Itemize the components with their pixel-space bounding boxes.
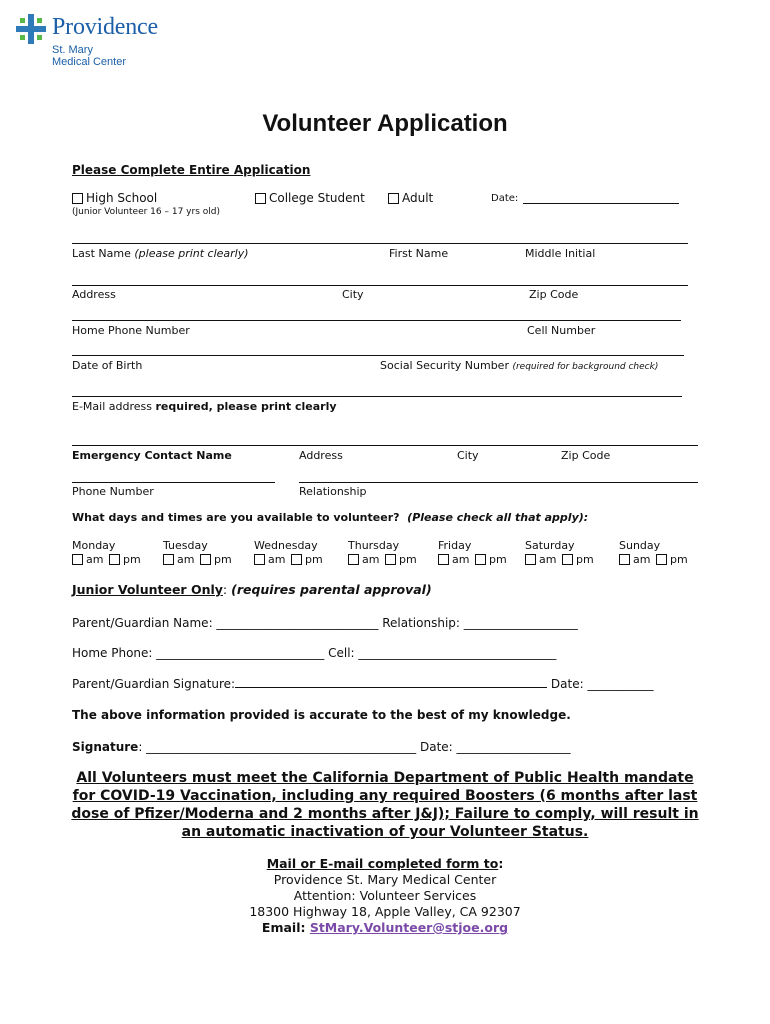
emergency-zip-label: Zip Code [561, 449, 611, 462]
pm-checkbox[interactable] [562, 554, 573, 565]
am-checkbox[interactable] [619, 554, 630, 565]
ssn-label: Social Security Number (required for background check) [380, 359, 659, 372]
zip-label: Zip Code [529, 288, 579, 301]
pm-label: pm [575, 553, 594, 566]
am-checkbox[interactable] [348, 554, 359, 565]
emergency-relationship-line[interactable] [299, 482, 698, 483]
page-title: Volunteer Application [262, 110, 508, 137]
pm-checkbox[interactable] [200, 554, 211, 565]
cell-label: Cell Number [527, 324, 596, 337]
day-tuesday [163, 539, 232, 566]
day-label: Friday [438, 539, 472, 552]
checkbox[interactable] [388, 193, 399, 204]
day-sunday [619, 539, 688, 566]
junior-home-phone-line[interactable]: Home Phone: ____________________________ Cell: _________________________________ [72, 646, 557, 660]
emergency-phone-label: Phone Number [72, 485, 154, 498]
email-link[interactable]: StMary.Volunteer@stjoe.org [309, 920, 509, 935]
logo-sub-2: Medical Center [52, 56, 126, 68]
pm-label: pm [398, 553, 417, 566]
home-phone-label: Home Phone Number [72, 324, 190, 337]
day-label: Tuesday [163, 539, 208, 552]
parent-name-line[interactable]: Parent/Guardian Name: ___________________________ Relationship: ___________________ [72, 616, 578, 630]
am-label: am [633, 553, 651, 566]
date-field[interactable] [523, 203, 679, 204]
college-label: College Student [269, 191, 365, 205]
day-label: Wednesday [254, 539, 318, 552]
name-field-line[interactable] [72, 243, 688, 244]
day-saturday [525, 539, 594, 566]
emergency-relationship-label: Relationship [299, 485, 367, 498]
pm-label: pm [488, 553, 507, 566]
address-label: Address [72, 288, 116, 301]
am-label: am [539, 553, 557, 566]
mail-heading: Mail or E-mail completed form to: [266, 856, 504, 871]
category-high-school[interactable] [72, 191, 157, 205]
day-label: Saturday [525, 539, 575, 552]
checkbox[interactable] [72, 193, 83, 204]
emergency-phone-line[interactable] [72, 482, 275, 483]
last-name-label: Last Name (please print clearly) [72, 247, 249, 260]
pm-checkbox[interactable] [656, 554, 667, 565]
day-label: Sunday [619, 539, 661, 552]
am-checkbox[interactable] [72, 554, 83, 565]
emergency-city-label: City [457, 449, 479, 462]
signature-line[interactable]: Signature: _____________________________________________ Date: ___________________ [72, 740, 571, 754]
am-checkbox[interactable] [163, 554, 174, 565]
day-thursday [348, 539, 417, 566]
am-label: am [452, 553, 470, 566]
am-checkbox[interactable] [438, 554, 449, 565]
pm-checkbox[interactable] [291, 554, 302, 565]
mail-line-1: Providence St. Mary Medical Center [273, 872, 497, 887]
mail-line-3: 18300 Highway 18, Apple Valley, CA 92307 [249, 904, 521, 919]
availability-question: What days and times are you available to volunteer? (Please check all that apply): [72, 511, 589, 524]
address-field-line[interactable] [72, 285, 688, 286]
day-friday [438, 539, 507, 566]
junior-heading: Junior Volunteer Only: (requires parental approval) [72, 582, 432, 597]
high-school-label: High School [86, 191, 158, 205]
pm-checkbox[interactable] [385, 554, 396, 565]
emergency-address-label: Address [299, 449, 343, 462]
emergency-name-label: Emergency Contact Name [72, 449, 232, 462]
junior-note: (Junior Volunteer 16 – 17 yrs old) [72, 207, 220, 217]
intro-heading: Please Complete Entire Application [72, 163, 311, 177]
mail-email-line: Email: StMary.Volunteer@stjoe.org [261, 920, 509, 935]
email-label: E-Mail address required, please print clearly [72, 400, 337, 413]
middle-initial-label: Middle Initial [525, 247, 596, 260]
am-label: am [86, 553, 104, 566]
pm-label: pm [213, 553, 232, 566]
city-label: City [342, 288, 364, 301]
mail-line-2: Attention: Volunteer Services [293, 888, 477, 903]
date-label: Date: [491, 193, 519, 204]
pm-checkbox[interactable] [475, 554, 486, 565]
checkbox[interactable] [255, 193, 266, 204]
logo-name: Providence [52, 14, 158, 40]
category-college[interactable] [255, 191, 365, 205]
emergency-field-line[interactable] [72, 445, 698, 446]
providence-logo-icon [16, 14, 46, 44]
day-monday [72, 539, 141, 566]
am-checkbox[interactable] [254, 554, 265, 565]
email-field-line[interactable] [72, 396, 682, 397]
dob-label: Date of Birth [72, 359, 143, 372]
dob-field-line[interactable] [72, 355, 684, 356]
first-name-label: First Name [389, 247, 449, 260]
am-label: am [362, 553, 380, 566]
attestation: The above information provided is accurate to the best of my knowledge. [72, 708, 571, 722]
adult-label: Adult [402, 191, 434, 205]
day-wednesday [254, 539, 323, 566]
pm-label: pm [122, 553, 141, 566]
signature-underline[interactable] [235, 677, 547, 688]
am-label: am [177, 553, 195, 566]
day-label: Monday [72, 539, 116, 552]
day-label: Thursday [348, 539, 400, 552]
covid-notice: All Volunteers must meet the California Department of Public Health mandate for COVID-19 Vaccination, including any required Boosters (6 months after last dose of Pfizer/Moderna and 2 months after J&J); Failure to comply, will result in an automatic inactivation of your Volunteer Status. [71, 770, 699, 840]
am-label: am [268, 553, 286, 566]
parent-signature-line[interactable]: Parent/Guardian Signature: Date: ___________ [72, 677, 654, 691]
logo-sub-1: St. Mary [52, 44, 93, 56]
pm-label: pm [304, 553, 323, 566]
am-checkbox[interactable] [525, 554, 536, 565]
pm-checkbox[interactable] [109, 554, 120, 565]
pm-label: pm [669, 553, 688, 566]
phone-field-line[interactable] [72, 320, 681, 321]
category-adult[interactable] [388, 191, 433, 205]
